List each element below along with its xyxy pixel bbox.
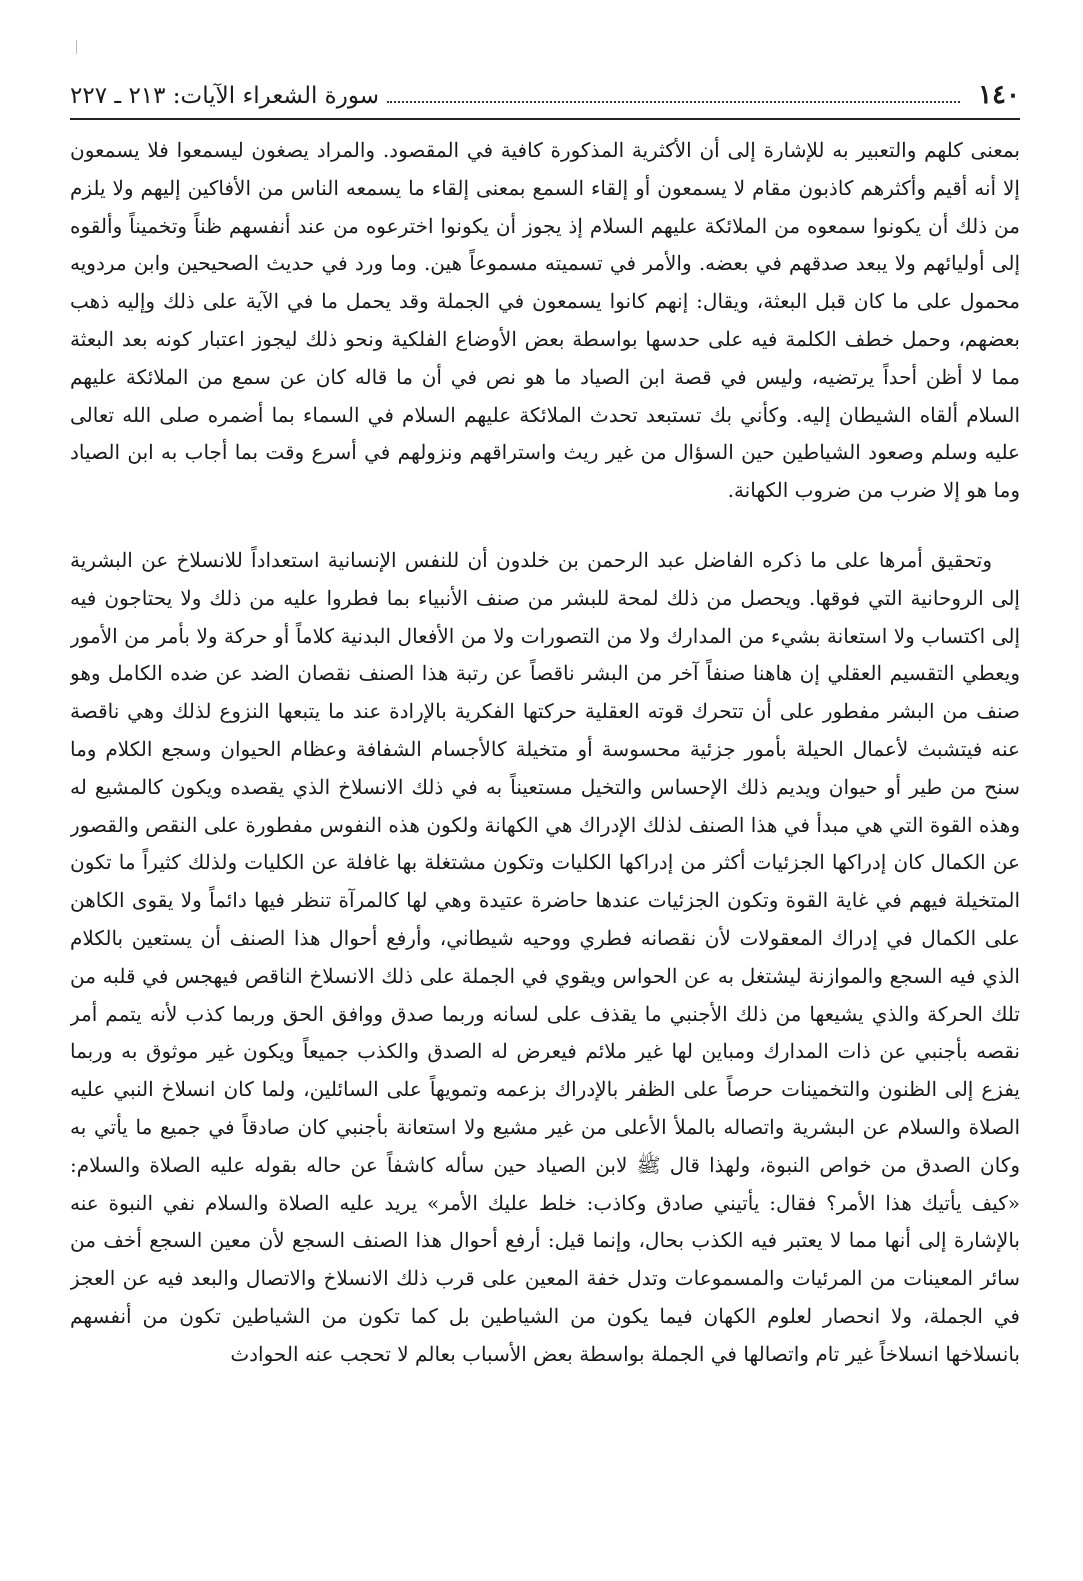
book-page (70, 78, 1020, 1558)
paragraph-1: بمعنى كلهم والتعبير به للإشارة إلى أن الأكثرية المذكورة كافية في المقصود. والمراد يصغون ليسمعوا فلا يسمعون إلا أنه أقيم وأكثرهم كاذبون مقام لا يسمعون أو إلقاء السمع بمعنى إلقاء ما يسمعه الناس من الأفاكين إليهم ولا يلزم من ذلك أن يكونوا سمعوه من الملائكة عليهم السلام إذ يجوز أن يكونوا اخترعوه من عند أنفسهم ظناً وتخميناً وألقوه إلى أوليائهم ولا يبعد صدقهم في بعضه. والأمر في تسميته مسموعاً هين. وما ورد في حديث الصحيحين وابن مردويه محمول على ما كان قبل البعثة، ويقال: إنهم كانوا يسمعون في الجملة وقد يحمل ما في الآية على ذلك وإليه ذهب بعضهم، وحمل خطف الكلمة فيه على حدسها بواسطة بعض الأوضاع الفلكية ونحو ذلك ليجوز اعتبار كونه بعد البعثة مما لا أظن أحداً يرتضيه، وليس في قصة ابن الصياد ما هو نص في أن ما قاله كان عن سمع من الملائكة عليهم السلام ألقاه الشيطان إليه. وكأني بك تستبعد تحدث الملائكة عليهم السلام في السماء بما أضمره صلى الله تعالى عليه وسلم وصعود الشياطين حين السؤال من غير ريث واستراقهم ونزولهم في أسرع وقت بما أجاب به ابن الصياد وما هو إلا ضرب من ضروب الكهانة. (70, 138, 1020, 503)
header-dot-leader (387, 81, 960, 103)
paragraph-2: وتحقيق أمرها على ما ذكره الفاضل عبد الرحمن بن خلدون أن للنفس الإنسانية استعداداً للانسلاخ عن البشرية إلى الروحانية التي فوقها. ويحصل من ذلك لمحة للبشر من صنف الأنبياء بما فطروا عليه من ذلك ولا يحتاجون فيه إلى اكتساب ولا استعانة بشيء من المدارك ولا من التصورات ولا من الأفعال البدنية كلاماً أو حركة ولا بأمر من الأمور ويعطي التقسيم العقلي إن هاهنا صنفاً آخر من البشر ناقصاً عن رتبة هذا الصنف نقصان الضد عن ضده الكامل وهو صنف من البشر مفطور على أن تتحرك قوته العقلية حركتها الفكرية بالإرادة عند ما يتبعها النزوع لذلك وهي ناقصة عنه فيتشبث لأعمال الحيلة بأمور جزئية محسوسة أو متخيلة كالأجسام الشفافة وعظام الحيوان وسجع الكلام وما سنح من طير أو حيوان ويديم ذلك الإحساس والتخيل مستعيناً به في ذلك الانسلاخ الذي يقصده ويكون كالمشيع له وهذه القوة التي هي مبدأ في هذا الصنف لذلك الإدراك هي الكهانة ولكون هذه النفوس مفطورة على النقص والقصور عن الكمال كان إدراكها الجزئيات أكثر من إدراكها الكليات وتكون مشتغلة بها غافلة عن الكليات ولذلك كثيراً ما تكون المتخيلة فيهم في غاية القوة وتكون الجزئيات عندها حاضرة عتيدة وهي لها كالمرآة تنظر فيها دائماً ولا يقوى الكاهن على الكمال في إدراك المعقولات لأن نقصانه فطري ووحيه شيطاني، وأرفع أحوال هذا الصنف أن يستعين بالكلام الذي فيه السجع والموازنة ليشتغل به عن الحواس ويقوي في الجملة على ذلك الانسلاخ الناقص فيهجس في قلبه من تلك الحركة والذي يشيعها من ذلك الأجنبي ما يقذف على لسانه وربما صدق ووافق الحق وربما كذب لأنه يتمم أمر نقصه بأجنبي عن ذات المدارك ومباين لها غير ملائم فيعرض له الصدق والكذب جميعاً ويكون غير موثوق به وربما يفزع إلى الظنون والتخمينات حرصاً على الظفر بالإدراك بزعمه وتمويهاً على السائلين، ولما كان انسلاخ النبي عليه الصلاة والسلام عن البشرية واتصاله بالملأ الأعلى من غير مشيع ولا استعانة بأجنبي كان صادقاً في جميع ما يأتي به وكان الصدق من خواص النبوة، ولهذا قال ﷺ لابن الصياد حين سأله كاشفاً عن حاله بقوله عليه الصلاة والسلام: «كيف يأتيك هذا الأمر؟ فقال: يأتيني صادق وكاذب: خلط عليك الأمر» يريد عليه الصلاة والسلام نفي النبوة عنه بالإشارة إلى أنها مما لا يعتبر فيه الكذب بحال، وإنما قيل: أرفع أحوال هذا الصنف السجع لأن معين السجع أخف من سائر المعينات من المرئيات والمسموعات وتدل خفة المعين على قرب ذلك الانسلاخ والاتصال والبعد فيه عن العجز في الجملة، ولا انحصار لعلوم الكهان فيما يكون من الشياطين بل كما تكون من الشياطين تكون من أنفسهم بانسلاخها انسلاخاً غير تام واتصالها في الجملة بواسطة بعض الأسباب بعالم لا تحجب عنه الحوادث (70, 547, 1020, 1366)
running-title: سورة الشعراء الآيات: ٢١٣ ـ ٢٢٧ (70, 83, 379, 109)
page-body (70, 132, 1020, 1374)
margin-mark (76, 40, 77, 54)
page-header (70, 78, 1020, 120)
page-number: ١٤٠ (978, 80, 1020, 110)
